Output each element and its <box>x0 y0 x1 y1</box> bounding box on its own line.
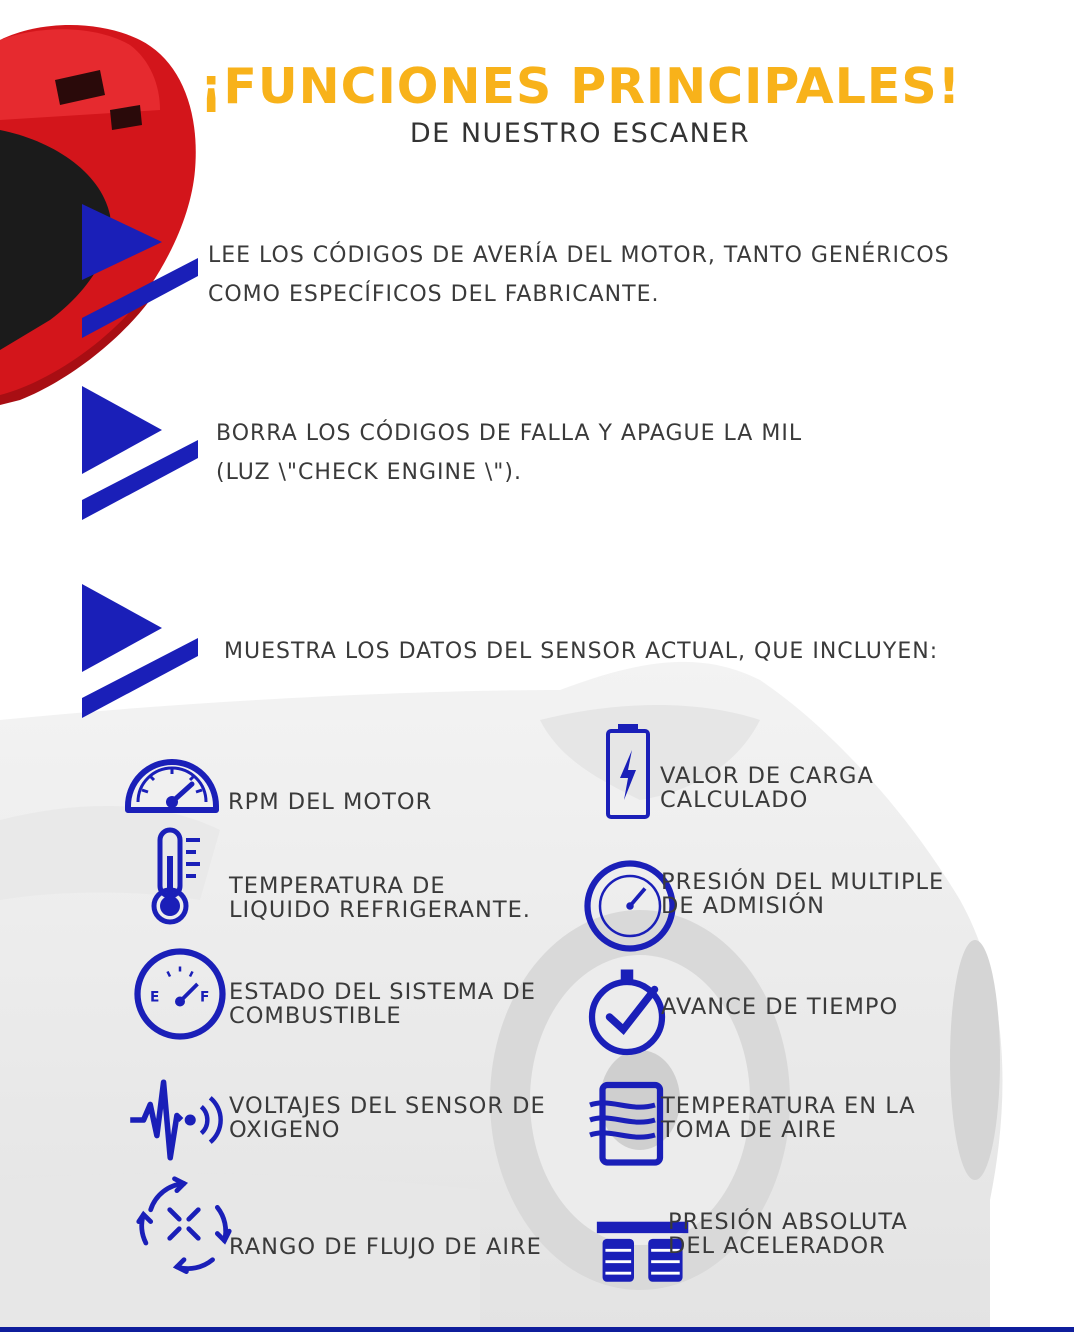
sensor-intake-temp-line-1: TEMPERATURA EN LA <box>661 1093 916 1119</box>
sensor-rpm-line-1: RPM DEL MOTOR <box>228 789 433 815</box>
feature-1-text <box>208 236 950 314</box>
sensor-timing-label <box>661 995 898 1019</box>
sensor-oxygen-line-2: OXIGENO <box>229 1117 341 1143</box>
thermometer-icon <box>120 826 220 926</box>
sensor-load-line-1: VALOR DE CARGA <box>660 763 874 789</box>
page-title: ¡FUNCIONES PRINCIPALES! <box>200 58 962 115</box>
sensor-oxygen-label <box>229 1094 546 1142</box>
play-marker-icon <box>78 382 208 522</box>
sensor-airflow-label <box>229 1235 542 1259</box>
feature-3-text: MUESTRA LOS DATOS DEL SENSOR ACTUAL, QUE INCLUYEN: <box>224 639 939 664</box>
play-marker-icon <box>78 580 208 720</box>
sensor-load-label <box>660 764 874 812</box>
sensor-fuel-line-1: ESTADO DEL SISTEMA DE <box>229 979 536 1005</box>
sensor-rpm-label <box>228 790 432 814</box>
sensor-throttle-line-2: DEL ACELERADOR <box>668 1233 886 1259</box>
sensor-throttle-line-1: PRESIÓN ABSOLUTA <box>668 1209 908 1235</box>
sensor-fuel-line-2: COMBUSTIBLE <box>229 1003 402 1029</box>
fuel-gauge-icon <box>130 944 230 1044</box>
sensor-intake-temp-label <box>661 1094 916 1142</box>
sensor-throttle-label <box>668 1210 908 1258</box>
sensor-fuel-label <box>229 980 536 1028</box>
sensor-load-line-2: CALCULADO <box>660 787 809 813</box>
feature-1-line-2: COMO ESPECÍFICOS DEL FABRICANTE. <box>208 282 660 307</box>
sensor-airflow-line-1: RANGO DE FLUJO DE AIRE <box>229 1234 542 1260</box>
play-marker-icon <box>78 200 208 340</box>
page-subtitle: DE NUESTRO ESCANER <box>409 118 751 149</box>
svg-text:F: F <box>200 989 210 1006</box>
svg-text:E: E <box>150 989 160 1006</box>
sensor-timing-line-1: AVANCE DE TIEMPO <box>661 994 899 1020</box>
sensor-coolant-label <box>229 874 531 922</box>
sensor-manifold-line-2: DE ADMISIÓN <box>661 893 825 919</box>
sensor-manifold-label <box>661 870 944 918</box>
oxygen-pulse-icon <box>128 1070 228 1170</box>
feature-2-text <box>216 414 802 492</box>
sensor-intake-temp-line-2: TOMA DE AIRE <box>661 1117 837 1143</box>
sensor-manifold-line-1: PRESIÓN DEL MULTIPLE <box>661 869 945 895</box>
airflow-arrows-icon <box>134 1174 234 1274</box>
feature-2-line-1: BORRA LOS CÓDIGOS DE FALLA Y APAGUE LA MIL <box>216 421 803 446</box>
sensor-coolant-line-1: TEMPERATURA DE <box>229 873 446 899</box>
sensor-coolant-line-2: LIQUIDO REFRIGERANTE. <box>229 897 531 923</box>
feature-1-line-1: LEE LOS CÓDIGOS DE AVERÍA DEL MOTOR, TANTO GENÉRICOS <box>208 243 950 268</box>
bottom-accent-bar <box>0 1327 1074 1332</box>
tachometer-icon <box>122 740 222 840</box>
sensor-oxygen-line-1: VOLTAJES DEL SENSOR DE <box>229 1093 546 1119</box>
feature-2-line-2: (LUZ \"CHECK ENGINE \"). <box>216 460 522 485</box>
